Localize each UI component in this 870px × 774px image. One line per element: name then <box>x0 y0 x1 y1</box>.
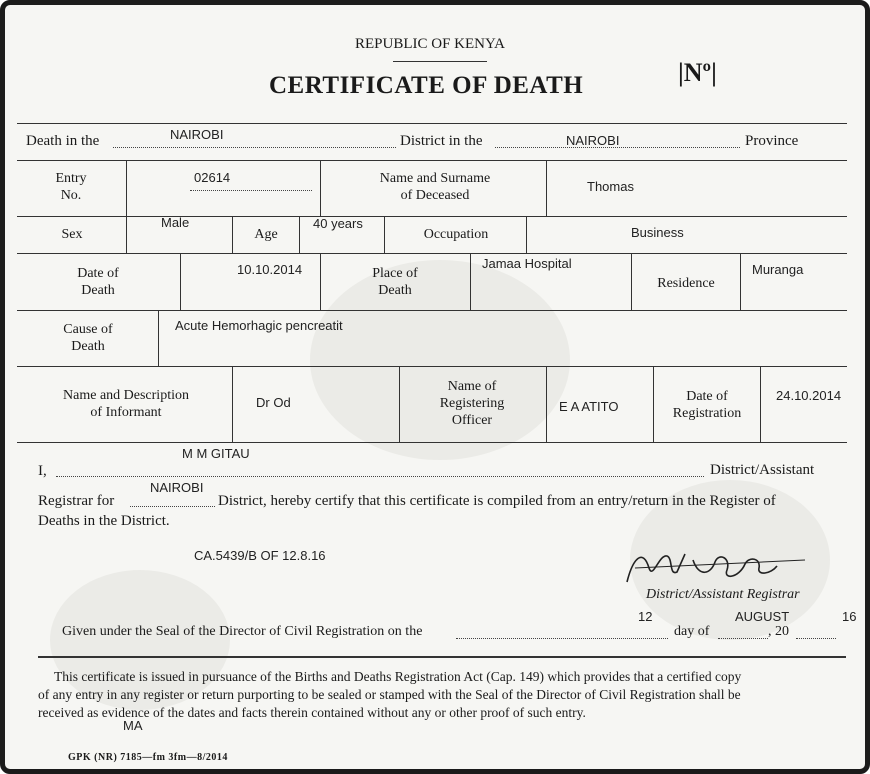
cause-of-death-value: Acute Hemorhagic pencreatit <box>175 318 343 333</box>
dotted-line <box>718 638 768 639</box>
notice-line-1: This certificate is issued in pursuance of the Births and Deaths Registration Act (Cap. 149) which provides that a certified copy <box>54 669 742 684</box>
province-label: Province <box>745 133 799 149</box>
district-label: District in the <box>400 133 483 149</box>
table-rule-v <box>546 160 547 216</box>
table-rule-v <box>653 366 654 442</box>
death-in-value: NAIROBI <box>170 127 224 142</box>
informant-label: Name and Description of Informant <box>63 388 189 420</box>
registering-officer-value: E A ATITO <box>559 399 619 414</box>
given-under-seal-text: Given under the Seal of the Director of Civil Registration on the <box>62 624 423 639</box>
table-rule <box>17 253 847 254</box>
entry-number-value: 02614 <box>194 170 231 185</box>
table-rule-v <box>760 366 761 442</box>
table-rule-v <box>232 216 233 253</box>
table-rule <box>17 442 847 443</box>
table-rule-v <box>320 253 321 310</box>
certify-text-2: Deaths in the District. <box>38 513 170 529</box>
dotted-line <box>190 190 312 191</box>
i-label: I, <box>38 463 47 479</box>
residence-label: Residence <box>657 276 715 291</box>
age-value: 40 years <box>313 216 363 231</box>
signature-caption: District/Assistant Registrar <box>646 587 800 602</box>
printer-line: GPK (NR) 7185—fm 3fm—8/2014 <box>68 752 228 763</box>
occupation-label: Occupation <box>423 227 489 242</box>
table-rule-v <box>299 216 300 253</box>
occupation-value: Business <box>631 225 684 240</box>
year-prefix: , 20 <box>768 624 789 639</box>
table-rule-v <box>470 253 471 310</box>
certify-text: District, hereby certify that this certificate is compiled from an entry/return in the Register of <box>218 493 776 509</box>
registrar-for-label: Registrar for <box>38 493 115 509</box>
table-rule-v <box>631 253 632 310</box>
death-in-label: Death in the <box>26 133 100 149</box>
deceased-name-value: Thomas <box>587 179 634 194</box>
table-rule <box>17 160 847 161</box>
dotted-line <box>113 147 396 148</box>
initials-value: MA <box>123 718 143 733</box>
name-of-deceased-label: Name and Surname of Deceased <box>379 171 491 203</box>
table-rule-v <box>740 253 741 310</box>
day-of-label: day of <box>674 624 710 639</box>
table-rule-v <box>320 160 321 216</box>
table-rule-v <box>546 366 547 442</box>
certificate-number-label: |Nº| <box>678 58 717 87</box>
age-label: Age <box>254 227 278 242</box>
registrar-signature <box>615 538 815 588</box>
table-rule <box>17 310 847 311</box>
table-rule-v <box>526 216 527 253</box>
country-name: REPUBLIC OF KENYA <box>355 36 506 52</box>
table-rule-v <box>158 310 159 366</box>
place-of-death-value: Jamaa Hospital <box>482 256 572 271</box>
dotted-line <box>796 638 836 639</box>
table-rule-v <box>399 366 400 442</box>
table-rule-v <box>180 253 181 310</box>
informant-value: Dr Od <box>256 395 291 410</box>
place-of-death-label: Place of Death <box>372 266 418 298</box>
day-value: 12 <box>638 609 653 624</box>
table-rule <box>17 366 847 367</box>
district-assistant-label: District/Assistant <box>710 462 815 478</box>
table-rule <box>17 216 847 217</box>
reference-value: CA.5439/B OF 12.8.16 <box>194 548 326 563</box>
year-value: 16 <box>842 609 857 624</box>
notice-line-3: received as evidence of the dates and facts therein contained without any or other proof of such entry. <box>38 705 586 720</box>
sex-value: Male <box>161 215 190 230</box>
date-of-death-value: 10.10.2014 <box>237 262 303 277</box>
residence-value: Muranga <box>752 262 804 277</box>
registration-date-value: 24.10.2014 <box>776 388 842 403</box>
notice-line-2: of any entry in any register or return purporting to be sealed or stamped with the Seal of the Director of Civil Registration shall be <box>38 687 741 702</box>
table-rule-v <box>126 216 127 253</box>
sex-label: Sex <box>61 227 83 242</box>
registrar-district-value: NAIROBI <box>150 480 204 495</box>
dotted-line <box>56 476 704 477</box>
dotted-line <box>456 638 668 639</box>
entry-label: Entry No. <box>55 171 87 203</box>
table-rule-v <box>126 160 127 216</box>
certificate-paper <box>10 10 860 770</box>
header-rule <box>393 61 487 62</box>
table-rule <box>17 123 847 124</box>
page-title: CERTIFICATE OF DEATH <box>269 72 584 99</box>
dotted-line <box>130 506 215 507</box>
registration-date-label: Date of Registration <box>672 389 742 421</box>
table-rule-v <box>232 366 233 442</box>
footer-rule <box>38 656 846 658</box>
month-value: AUGUST <box>735 609 790 624</box>
date-of-death-label: Date of Death <box>77 266 119 298</box>
table-rule-v <box>384 216 385 253</box>
cause-of-death-label: Cause of Death <box>63 322 113 354</box>
district-value: NAIROBI <box>566 133 620 148</box>
registrar-name-value: M M GITAU <box>182 446 250 461</box>
registering-officer-label: Name of Registering Officer <box>439 379 505 428</box>
